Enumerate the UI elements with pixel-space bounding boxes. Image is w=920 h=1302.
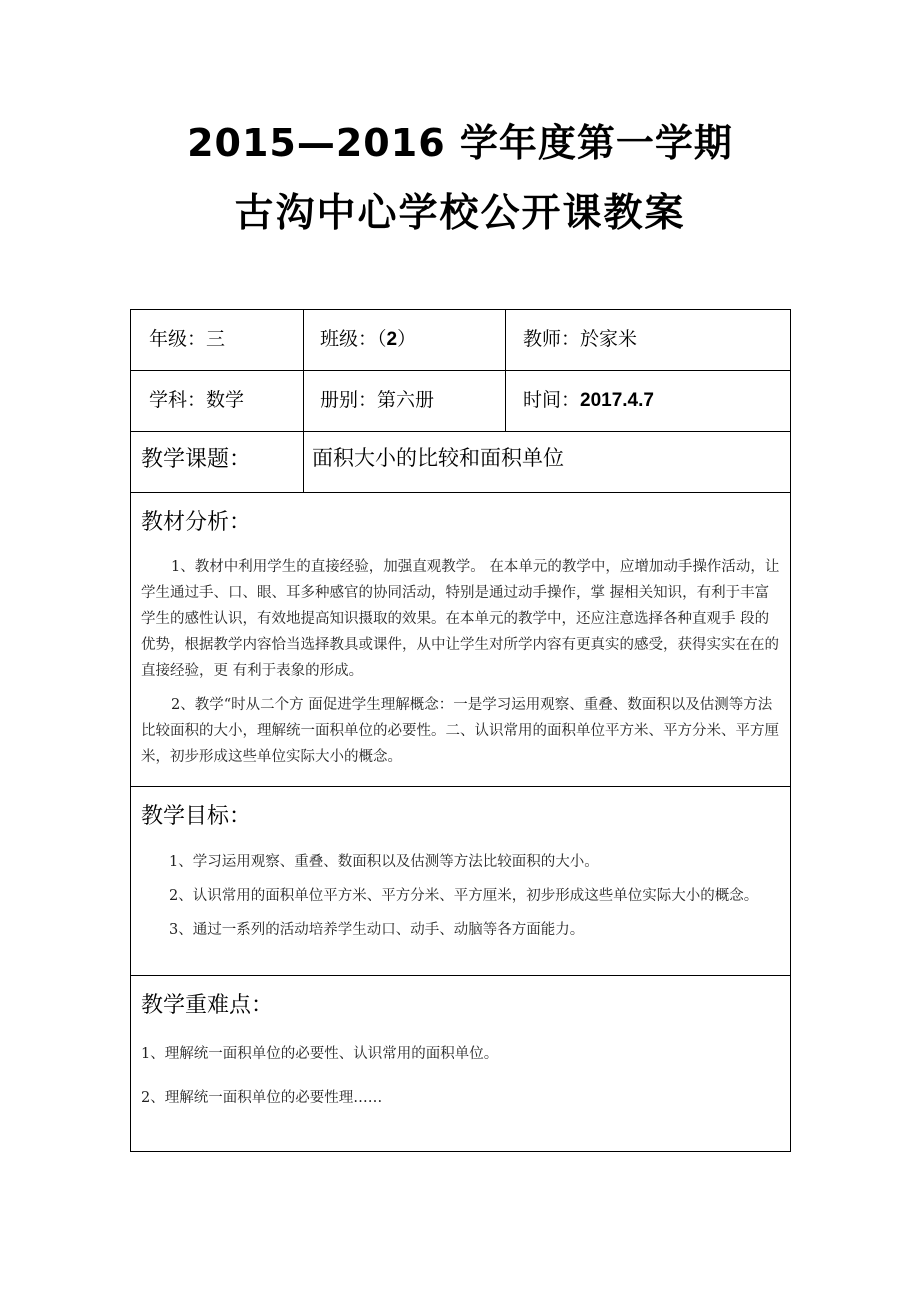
- grade-label: 年级：: [149, 328, 207, 350]
- goal-item-2: 2、认识常用的面积单位平方米、平方分米、平方厘米，初步形成这些单位实际大小的概念。: [169, 888, 759, 904]
- class-value: 2: [386, 329, 398, 350]
- volume-label: 册别：: [320, 389, 378, 411]
- topic-label-cell: [131, 432, 304, 493]
- subject-label: 学科：: [149, 389, 207, 411]
- info-row-1: [131, 310, 791, 371]
- goals-heading: 教学目标：: [141, 804, 252, 829]
- lesson-plan-table: [130, 309, 791, 1152]
- class-cell: [304, 310, 506, 371]
- volume-value: 第六册: [377, 389, 435, 411]
- volume-cell: [304, 371, 506, 432]
- class-suffix: ）: [397, 328, 417, 350]
- teacher-label: 教师：: [523, 328, 581, 350]
- goals-row: [131, 787, 791, 976]
- analysis-heading: 教材分析：: [141, 510, 252, 535]
- subject-cell: [131, 371, 304, 432]
- topic-value: 面积大小的比较和面积单位: [312, 446, 564, 470]
- topic-label: 教学课题：: [141, 447, 252, 472]
- goal-item-3: 3、通过一系列的活动培养学生动口、动手、动脑等各方面能力。: [169, 922, 585, 938]
- page-title-year: 2015—2016 学年度第一学期: [187, 121, 733, 165]
- keypoints-body: [131, 1019, 790, 1139]
- keypoints-row: [131, 976, 791, 1152]
- teacher-cell: [506, 310, 791, 371]
- analysis-paragraph-1: 1、教材中利用学生的直接经验，加强直观教学。 在本单元的教学中，应增加动手操作活动，让学生通过手、口、眼、耳多种感官的协同活动，特别是通过动手操作，掌 握相关知识，有利于丰富学生的感性认识，有效地提高知识摄取的效果。在本单元的教学中，还应注意选择各种直观手 段的优势，根据教学内容恰当选择教具或课件，从中让学生对所学内容有更真实的感受，获得实实在在的直接经验，更 有利于表象的形成。: [141, 559, 780, 679]
- topic-value-cell: [304, 432, 791, 493]
- info-row-2: [131, 371, 791, 432]
- topic-row: [131, 432, 791, 493]
- analysis-paragraph-2: 2、教学“时从二个方 面促进学生理解概念：一是学习运用观察、重叠、数面积以及估测等方法比较面积的大小，理解统一面积单位的必要性。二、认识常用的面积单位平方米、平方分米、平方厘米，初步形成这些单位实际大小的概念。: [141, 697, 779, 765]
- class-label: 班级：（: [320, 328, 387, 350]
- keypoints-heading: 教学重难点：: [141, 993, 274, 1018]
- keypoints-cell: [131, 976, 791, 1152]
- time-cell: [506, 371, 791, 432]
- time-value: 2017.4.7: [580, 390, 654, 411]
- goals-body: [131, 830, 790, 952]
- grade-cell: [131, 310, 304, 371]
- subject-value: 数学: [206, 389, 245, 411]
- goal-item-1: 1、学习运用观察、重叠、数面积以及估测等方法比较面积的大小。: [169, 854, 599, 870]
- goals-cell: [131, 787, 791, 976]
- analysis-row: [131, 493, 791, 787]
- page-title-school: 古沟中心学校公开课教案: [234, 191, 686, 236]
- teacher-value: 於家米: [580, 328, 638, 350]
- time-label: 时间：: [523, 389, 581, 411]
- keypoint-item-1: 1、理解统一面积单位的必要性、认识常用的面积单位。: [141, 1046, 499, 1062]
- analysis-body: [131, 536, 790, 786]
- analysis-cell: [131, 493, 791, 787]
- keypoint-item-2: 2、理解统一面积单位的必要性理……: [141, 1090, 383, 1106]
- grade-value: 三: [206, 328, 226, 350]
